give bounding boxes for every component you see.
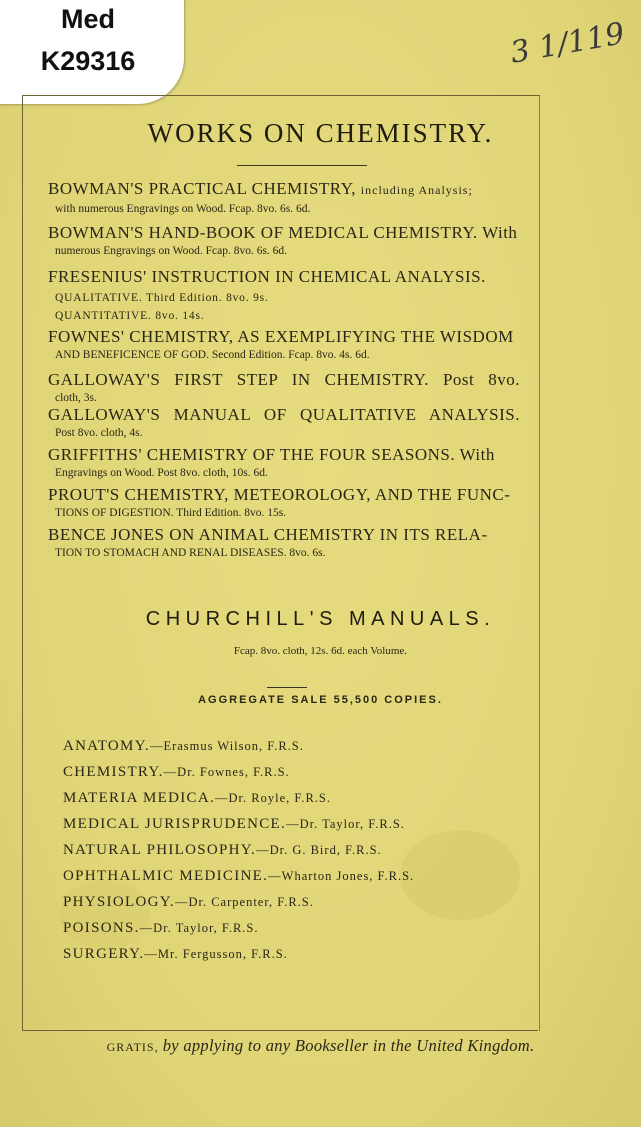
book-description: cloth, 3s. — [55, 392, 97, 404]
book-entry — [48, 524, 520, 561]
library-label — [0, 0, 184, 104]
book-title: BOWMAN'S PRACTICAL CHEMISTRY, including Analysis; — [48, 179, 473, 198]
manual-entry: MEDICAL JURISPRUDENCE.—Dr. Taylor, F.R.S. — [63, 816, 405, 832]
book-description: QUALITATIVE. Third Edition. 8vo. 9s. — [55, 292, 269, 304]
book-entry — [48, 222, 520, 259]
manual-author: —Dr. Taylor, F.R.S. — [139, 921, 259, 935]
page-title: WORKS ON CHEMISTRY. — [147, 118, 494, 148]
book-entry — [48, 444, 520, 481]
manual-entry: ANATOMY.—Erasmus Wilson, F.R.S. — [63, 738, 304, 754]
manual-entry: NATURAL PHILOSOPHY.—Dr. G. Bird, F.R.S. — [63, 842, 382, 858]
book-title-subtitle: including Analysis; — [360, 183, 473, 197]
book-description: Engravings on Wood. Post 8vo. cloth, 10s. 6d. — [55, 467, 268, 479]
manual-author: —Dr. Fownes, F.R.S. — [163, 765, 290, 779]
manuals-divider — [267, 687, 307, 688]
manual-entry: OPHTHALMIC MEDICINE.—Wharton Jones, F.R.S. — [63, 868, 415, 884]
book-description: numerous Engravings on Wood. Fcap. 8vo. 6s. 6d. — [55, 245, 288, 257]
book-entry — [48, 178, 520, 217]
manual-author: —Wharton Jones, F.R.S. — [268, 869, 415, 883]
manual-author: —Dr. Royle, F.R.S. — [215, 791, 331, 805]
book-title: BOWMAN'S HAND-BOOK OF MEDICAL CHEMISTRY. With — [48, 223, 518, 242]
footer-gratis-word: GRATIS, — [106, 1040, 159, 1054]
book-description: Post 8vo. cloth, 4s. — [55, 427, 143, 439]
aggregate-sales: AGGREGATE SALE 55,500 COPIES. — [198, 694, 443, 706]
book-description: AND BENEFICENCE OF GOD. Second Edition. Fcap. 8vo. 4s. 6d. — [55, 349, 370, 361]
book-description: TION TO STOMACH AND RENAL DISEASES. 8vo. 6s. — [55, 547, 326, 559]
manual-entry: MATERIA MEDICA.—Dr. Royle, F.R.S. — [63, 790, 331, 806]
book-title: FRESENIUS' INSTRUCTION IN CHEMICAL ANALYSIS. — [48, 267, 486, 286]
footer-gratis-text: by applying to any Bookseller in the United Kingdom. — [162, 1036, 535, 1055]
library-label-line1: Med — [61, 4, 115, 34]
book-entry — [48, 326, 520, 363]
book-title: PROUT'S CHEMISTRY, METEOROLOGY, AND THE FUNC- — [48, 485, 511, 504]
book-entry — [48, 266, 520, 324]
book-description: TIONS OF DIGESTION. Third Edition. 8vo. 15s. — [55, 507, 287, 519]
manual-entry: SURGERY.—Mr. Fergusson, F.R.S. — [63, 946, 288, 962]
book-entry — [48, 484, 520, 521]
handwritten-shelfmark: 3 1/119 — [507, 16, 628, 71]
book-title: GALLOWAY'S MANUAL OF QUALITATIVE ANALYSIS. — [48, 405, 520, 424]
manuals-heading: CHURCHILL'S MANUALS. — [145, 608, 496, 630]
book-title: GALLOWAY'S FIRST STEP IN CHEMISTRY. Post 8vo. — [48, 370, 520, 389]
book-description: with numerous Engravings on Wood. Fcap. 8vo. 6s. 6d. — [55, 203, 311, 215]
manual-author: —Mr. Fergusson, F.R.S. — [144, 947, 288, 961]
book-description: QUANTITATIVE. 8vo. 14s. — [55, 310, 205, 322]
manuals-subheading: Fcap. 8vo. cloth, 12s. 6d. each Volume. — [233, 645, 408, 657]
manual-entry: POISONS.—Dr. Taylor, F.R.S. — [63, 920, 259, 936]
manual-author: —Erasmus Wilson, F.R.S. — [149, 739, 304, 753]
library-label-line2: K29316 — [40, 46, 136, 76]
footer-gratis-line — [0, 1036, 641, 1056]
book-title: BENCE JONES ON ANIMAL CHEMISTRY IN ITS RELA- — [48, 525, 488, 544]
manual-entry: PHYSIOLOGY.—Dr. Carpenter, F.R.S. — [63, 894, 314, 910]
manual-author: —Dr. G. Bird, F.R.S. — [256, 843, 382, 857]
title-divider — [237, 165, 367, 166]
manual-entry: CHEMISTRY.—Dr. Fownes, F.R.S. — [63, 764, 290, 780]
book-title: FOWNES' CHEMISTRY, AS EXEMPLIFYING THE WISDOM — [48, 327, 514, 346]
manual-author: —Dr. Carpenter, F.R.S. — [174, 895, 314, 909]
book-entry — [48, 369, 520, 406]
manual-author: —Dr. Taylor, F.R.S. — [286, 817, 405, 831]
book-entry — [48, 404, 520, 441]
page-border-bottom — [22, 1030, 538, 1031]
book-title: GRIFFITHS' CHEMISTRY OF THE FOUR SEASONS. With — [48, 445, 495, 464]
